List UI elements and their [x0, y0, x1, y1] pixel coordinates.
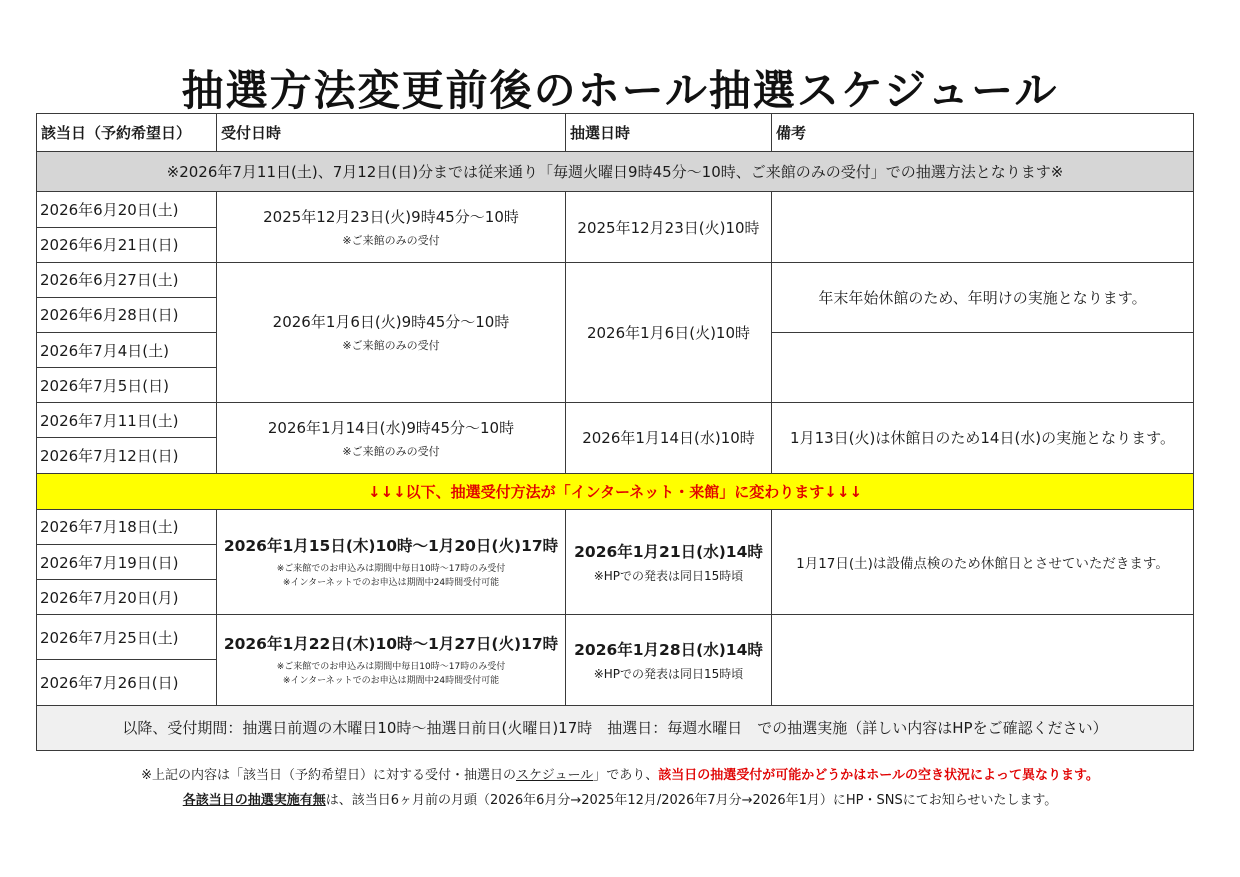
reception-datetime: 2026年1月6日(火)9時45分〜10時: [272, 313, 510, 332]
subsequent-schedule-note: 以降、受付期間：抽選日前週の木曜日10時〜抽選日前日(火曜日)17時 抽選日：毎週水曜日 での抽選実施（詳しい内容はHPをご確認ください）: [37, 705, 1194, 750]
banner-row: [37, 473, 1194, 509]
page-title: 抽選方法変更前後のホール抽選スケジュール: [181, 66, 1059, 115]
header-date: 該当日（予約希望日）: [37, 114, 217, 152]
remark-cell-empty: [772, 615, 1194, 705]
draw-cell: 2026年1月14日(水)10時: [566, 403, 772, 473]
reception-cell: [217, 509, 566, 614]
draw-cell: [566, 509, 772, 614]
date-cell: 2026年7月5日(日): [37, 368, 217, 403]
date-cell: 2026年6月21日(日): [37, 227, 217, 262]
table-row: [37, 262, 1194, 297]
remark-cell: [772, 192, 1194, 262]
remark-cell-empty: [772, 332, 1194, 402]
date-cell: 2026年7月18日(土): [37, 509, 217, 544]
draw-cell: [566, 615, 772, 705]
reception-note: ※ご来館のみの受付: [342, 234, 440, 248]
reception-cell: [217, 192, 566, 262]
draw-datetime: 2026年1月21日(水)14時: [574, 543, 763, 561]
old-method-banner: ※2026年7月11日(土)、7月12日(日)分までは従来通り「毎週火曜日9時45分〜10時、ご来館のみの受付」での抽選方法となります※: [37, 152, 1194, 192]
date-cell: 2026年7月20日(月): [37, 580, 217, 615]
date-cell: 2026年7月19日(日): [37, 544, 217, 579]
reception-cell: [217, 615, 566, 705]
date-cell: 2026年6月28日(日): [37, 297, 217, 332]
disclaimer-schedule-word: スケジュール: [515, 768, 594, 783]
method-change-banner: ↓↓↓以下、抽選受付方法が「インターネット・来館」に変わります↓↓↓: [37, 473, 1194, 509]
footer-row: [37, 705, 1194, 750]
reception-note-internet: ※インターネットでのお申込は期間中24時間受付可能: [282, 578, 500, 588]
remark-cell: 1月13日(火)は休館日のため14日(水)の実施となります。: [772, 403, 1194, 473]
table-row: [37, 403, 1194, 438]
draw-cell: 2025年12月23日(火)10時: [566, 192, 772, 262]
date-cell: 2026年7月4日(土): [37, 332, 217, 367]
draw-cell: 2026年1月6日(火)10時: [566, 262, 772, 403]
schedule-disclaimer: [0, 764, 1240, 783]
table-row: [37, 192, 1194, 227]
reception-note: ※ご来館のみの受付: [342, 339, 440, 353]
date-cell: 2026年6月20日(土): [37, 192, 217, 227]
remark-cell: 年末年始休館のため、年明けの実施となります。: [772, 262, 1194, 332]
table-row: [37, 615, 1194, 660]
draw-note: ※HPでの発表は同日15時頃: [593, 569, 744, 583]
date-cell: 2026年7月12日(日): [37, 438, 217, 473]
date-cell: 2026年7月25日(土): [37, 615, 217, 660]
header-draw: 抽選日時: [566, 114, 772, 152]
reception-cell: [217, 403, 566, 473]
header-remarks: 備考: [772, 114, 1194, 152]
header-reception: 受付日時: [217, 114, 566, 152]
announcement-text: は、該当日6ヶ月前の月頭（2026年6月分→2025年12月/2026年7月分→2026年1月）にHP・SNSにてお知らせいたします。: [325, 793, 1058, 808]
disclaimer-text-cont: 」であり、: [593, 768, 659, 783]
table-row: [37, 509, 1194, 544]
disclaimer-text: ※上記の内容は「該当日（予約希望日）に対する受付・抽選日の: [141, 768, 516, 783]
draw-note: ※HPでの発表は同日15時頃: [593, 666, 744, 681]
date-cell: 2026年7月11日(土): [37, 403, 217, 438]
reception-note-visit: ※ご来館でのお申込みは期間中毎日10時〜17時のみ受付: [276, 564, 506, 574]
reception-datetime: 2026年1月15日(木)10時〜1月20日(火)17時: [223, 537, 559, 555]
reception-datetime: 2026年1月22日(木)10時〜1月27日(火)17時: [223, 634, 559, 653]
reception-datetime: 2025年12月23日(火)9時45分〜10時: [263, 208, 519, 227]
announcement-heading: 各該当日の抽選実施有無: [182, 793, 326, 808]
banner-row: [37, 152, 1194, 192]
announcement-note: [0, 789, 1240, 808]
header-row: [37, 114, 1194, 152]
date-cell: 2026年7月26日(日): [37, 660, 217, 705]
remark-cell: 1月17日(土)は設備点検のため休館日とさせていただきます。: [772, 509, 1194, 614]
schedule-table: [36, 113, 1194, 751]
draw-datetime: 2026年1月28日(水)14時: [574, 640, 763, 659]
date-cell: 2026年6月27日(土): [37, 262, 217, 297]
reception-note: ※ご来館のみの受付: [342, 444, 440, 458]
availability-warning: 該当日の抽選受付が可能かどうかはホールの空き状況によって異なります。: [658, 768, 1099, 783]
reception-cell: [217, 262, 566, 403]
reception-datetime: 2026年1月14日(水)9時45分〜10時: [267, 418, 515, 437]
reception-note-visit: ※ご来館でのお申込みは期間中毎日10時〜17時のみ受付: [276, 661, 506, 672]
reception-note-internet: ※インターネットでのお申込は期間中24時間受付可能: [282, 675, 500, 686]
